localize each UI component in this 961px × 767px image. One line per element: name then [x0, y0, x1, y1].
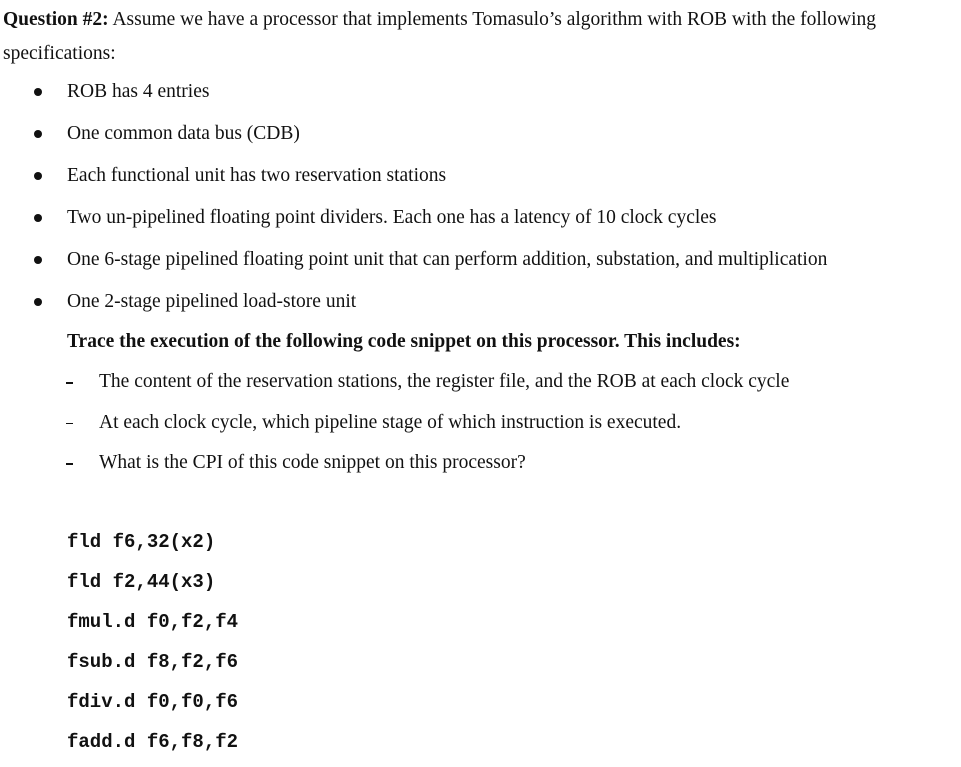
bullet-icon [34, 172, 42, 180]
specification-item: ROB has 4 entries [0, 76, 827, 118]
trace-task-item: At each clock cycle, which pipeline stage of which instruction is executed. [0, 408, 789, 449]
code-line: fdiv.d f0,f0,f6 [67, 691, 239, 713]
trace-heading: Trace the execution of the following code snippet on this processor. This includes: [67, 331, 741, 352]
code-line: fmul.d f0,f2,f4 [67, 611, 239, 633]
bullet-icon [34, 130, 42, 138]
dash-icon [66, 382, 73, 384]
question-text: Assume we have a processor that implements Tomasulo’s algorithm with ROB with the following specifications: [3, 9, 876, 64]
dash-icon [66, 423, 73, 425]
specification-item: One 6-stage pipelined floating point unit that can perform addition, substation, and multiplication [0, 244, 827, 286]
specification-item: One 2-stage pipelined load-store unit [0, 286, 827, 328]
code-snippet [67, 527, 238, 767]
trace-task-item: What is the CPI of this code snippet on this processor? [0, 448, 789, 489]
bullet-icon [34, 298, 42, 306]
specification-item: One common data bus (CDB) [0, 118, 827, 160]
trace-task-item: The content of the reservation stations, the register file, and the ROB at each clock cycle [0, 367, 789, 408]
specification-item: Two un-pipelined floating point dividers. Each one has a latency of 10 clock cycles [0, 202, 827, 244]
question-statement [3, 3, 958, 71]
bullet-icon [34, 256, 42, 264]
code-line: fadd.d f6,f8,f2 [67, 731, 239, 753]
code-line: fld f2,44(x3) [67, 571, 216, 593]
code-line: fld f6,32(x2) [67, 531, 216, 553]
bullet-icon [34, 214, 42, 222]
code-line: fsub.d f8,f2,f6 [67, 651, 239, 673]
specification-item: Each functional unit has two reservation stations [0, 160, 827, 202]
trace-task-list [0, 367, 789, 489]
bullet-icon [34, 88, 42, 96]
dash-icon [66, 463, 73, 465]
question-label: Question #2: [3, 9, 109, 30]
specification-list [0, 76, 827, 328]
